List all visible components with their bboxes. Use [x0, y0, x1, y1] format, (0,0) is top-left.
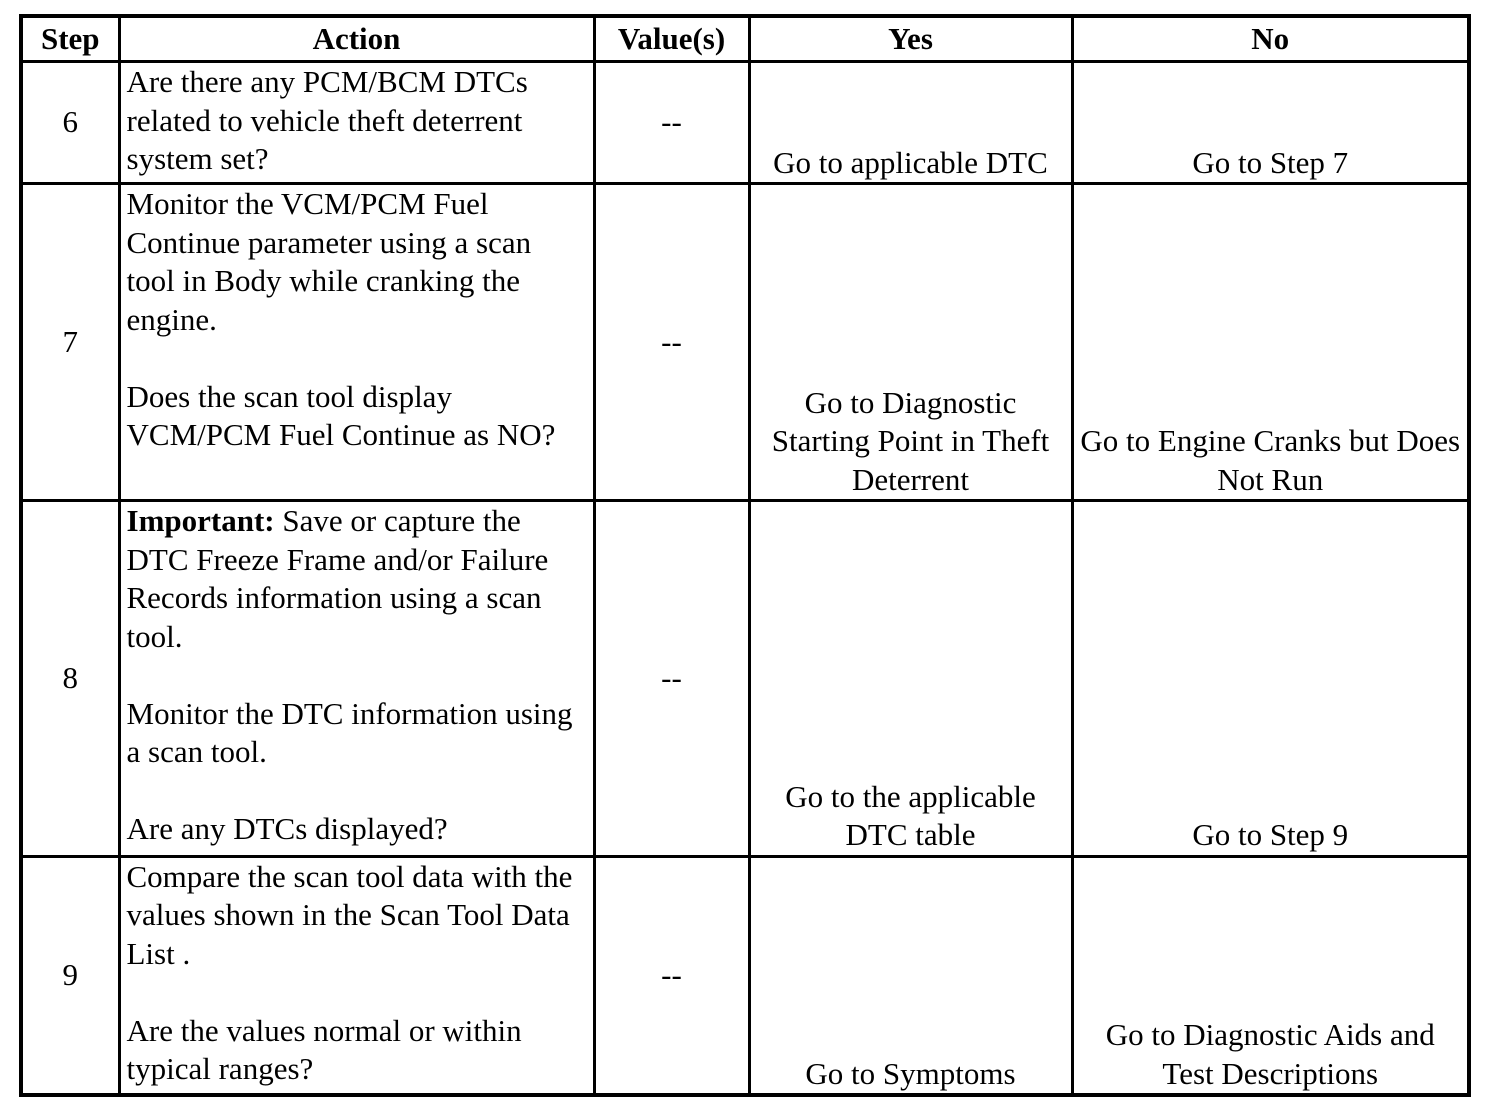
yes-cell: Go to applicable DTC — [749, 62, 1072, 184]
no-cell: Go to Step 9 — [1072, 501, 1469, 856]
header-values: Value(s) — [594, 16, 749, 62]
value-cell: -- — [594, 501, 749, 856]
header-action: Action — [119, 16, 594, 62]
yes-cell: Go to Diagnostic Starting Point in Theft Deterrent — [749, 184, 1072, 501]
table-row — [21, 62, 1469, 184]
step-number: 6 — [21, 62, 119, 184]
no-cell: Go to Step 7 — [1072, 62, 1469, 184]
table-row — [21, 184, 1469, 501]
yes-cell: Go to the applicable DTC table — [749, 501, 1072, 856]
action-question: Does the scan tool display VCM/PCM Fuel Continue as NO? — [126, 378, 556, 453]
table-header-row — [21, 16, 1469, 62]
header-step: Step — [21, 16, 119, 62]
value-cell: -- — [594, 62, 749, 184]
no-cell: Go to Diagnostic Aids and Test Descriptions — [1072, 856, 1469, 1095]
no-cell: Go to Engine Cranks but Does Not Run — [1072, 184, 1469, 501]
table-row — [21, 856, 1469, 1095]
action-text: Save or capture the DTC Freeze Frame and/or Failure Records information using a scan tool. — [126, 503, 549, 654]
action-important — [127, 502, 587, 656]
action-cell — [119, 62, 594, 184]
action-text: Monitor the VCM/PCM Fuel Continue parameter using a scan tool in Body while cranking the engine. — [126, 186, 532, 337]
value-cell: -- — [594, 184, 749, 501]
diagnostic-table — [19, 14, 1471, 1097]
action-text: Compare the scan tool data with the values shown in the Scan Tool Data List . — [126, 858, 573, 971]
step-number: 9 — [21, 856, 119, 1095]
yes-cell: Go to Symptoms — [749, 856, 1072, 1095]
action-question: Are any DTCs displayed? — [126, 811, 448, 847]
action-cell — [119, 856, 594, 1095]
step-number: 7 — [21, 184, 119, 501]
important-label: Important: — [126, 503, 275, 539]
header-yes: Yes — [749, 16, 1072, 62]
value-cell: -- — [594, 856, 749, 1095]
table-row — [21, 501, 1469, 856]
action-cell — [119, 184, 594, 501]
action-text: Monitor the DTC information using a scan tool. — [126, 695, 573, 770]
action-cell — [119, 501, 594, 856]
step-number: 8 — [21, 501, 119, 856]
action-question: Are the values normal or within typical ranges? — [126, 1012, 522, 1087]
header-no: No — [1072, 16, 1469, 62]
action-text: Are there any PCM/BCM DTCs related to vehicle theft deterrent system set? — [126, 64, 528, 176]
